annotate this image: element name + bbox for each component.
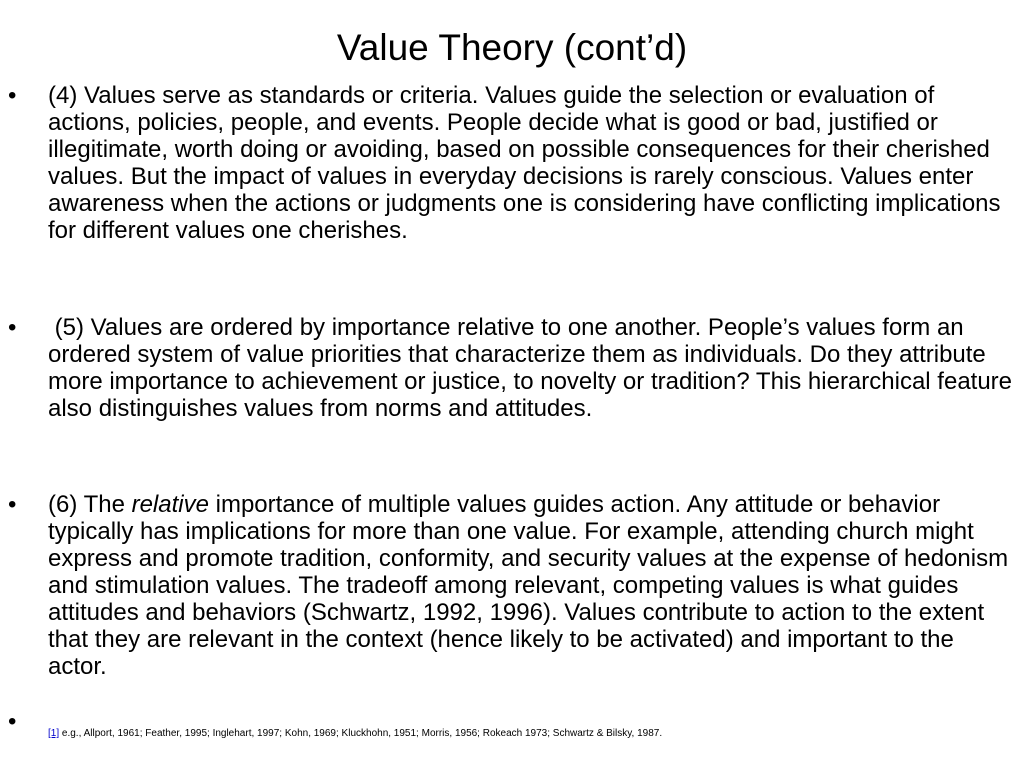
bullet-text: (5) Values are ordered by importance relative to one another. People’s values form an ordered system of value priorities that characterize them as individuals. Do they attribute more importance to achievement or justice, to novelty or tradition? This hierarchical feature also distinguishes values from norms and attitudes. xyxy=(48,314,1019,422)
footnote xyxy=(48,728,662,740)
bullet-text: (4) Values serve as standards or criteria. Values guide the selection or evaluation of actions, policies, people, and events. People decide what is good or bad, justified or illegitimate, worth doing or avoiding, based on possible consequences for their cherished values. But the impact of values in everyday decisions is rarely conscious. Values enter awareness when the actions or judgments one is considering have conflicting implications for different values one cherishes. xyxy=(48,82,1001,244)
bullet-marker: • xyxy=(8,314,17,341)
bullet-text-rest: importance of multiple values guides action. Any attitude or behavior typically has implications for more than one value. For example, attending church might express and promote tradition, conformity, and security values at the expense of hedonism and stimulation values. The tradeoff among relevant, competing values is what guides attitudes and behaviors (Schwartz, 1992, 1996). Values contribute to action to the extent that they are relevant in the context (hence likely to be activated) and important to the actor. xyxy=(48,491,1009,680)
footnote-reference-link[interactable]: [1] xyxy=(48,728,60,739)
bullet-text-prefix: (6) The xyxy=(48,491,132,518)
emphasis-relative: relative xyxy=(131,491,209,518)
footnote-text: e.g., Allport, 1961; Feather, 1995; Inglehart, 1997; Kohn, 1969; Kluckhohn, 1951; Morris, 1956; Rokeach 1973; Schwartz & Bilsky, 1987. xyxy=(59,728,663,739)
bullet-marker: • xyxy=(8,491,17,518)
bullet-marker: • xyxy=(8,708,17,735)
slide-title: Value Theory (cont’d) xyxy=(336,27,688,68)
bullet-text xyxy=(48,491,1014,680)
bullet-marker: • xyxy=(8,82,17,109)
